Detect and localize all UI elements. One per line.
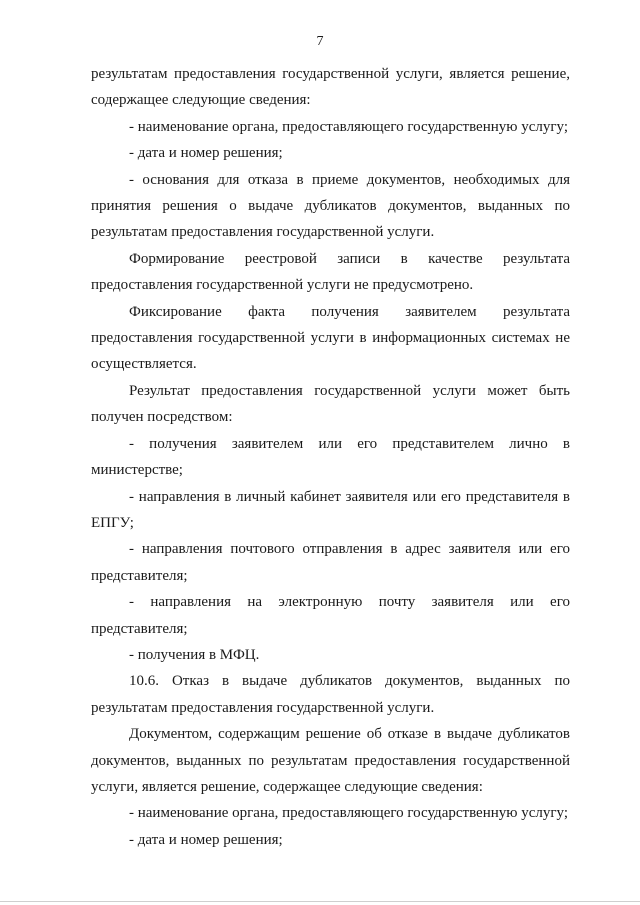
list-item: - направления на электронную почту заявителя или его представителя;: [91, 594, 570, 637]
paragraph: Формирование реестровой записи в качестве результата предоставления государственной услуги не предусмотрено.: [91, 250, 570, 294]
list-item: - получения заявителем или его представителем лично в министерстве;: [91, 435, 570, 479]
page-number: 7: [316, 34, 324, 49]
paragraph: результатам предоставления государственной услуги, является решение, содержащее следующие сведения:: [91, 66, 570, 109]
section-heading: 10.6. Отказ в выдаче дубликатов документов, выданных по результатам предоставления государственной услуги.: [91, 673, 570, 716]
paragraph: Фиксирование факта получения заявителем результата предоставления государственной услуги в информационных системах не осуществляется.: [91, 303, 570, 373]
list-item: - получения в МФЦ.: [129, 646, 260, 663]
list-item: - наименование органа, предоставляющего государственную услугу;: [129, 805, 568, 822]
list-item: - основания для отказа в приеме документов, необходимых для принятия решения о выдаче дубликатов документов, выданных по результатам предоставления государственной услуги.: [91, 171, 570, 241]
paragraph: Результат предоставления государственной услуги может быть получен посредством:: [91, 382, 570, 426]
list-item: - наименование органа, предоставляющего государственную услугу;: [129, 118, 568, 135]
page-bottom-edge: [0, 901, 640, 902]
list-item: - дата и номер решения;: [129, 145, 283, 162]
paragraph: Документом, содержащим решение об отказе в выдаче дубликатов документов, выданных по результатам предоставления государственной услуги, является решение, содержащее следующие сведения:: [91, 726, 570, 795]
document-body: [91, 61, 570, 853]
list-item: - направления почтового отправления в адрес заявителя или его представителя;: [91, 541, 570, 584]
list-item: - дата и номер решения;: [129, 831, 283, 848]
list-item: - направления в личный кабинет заявителя или его представителя в ЕПГУ;: [91, 488, 570, 531]
